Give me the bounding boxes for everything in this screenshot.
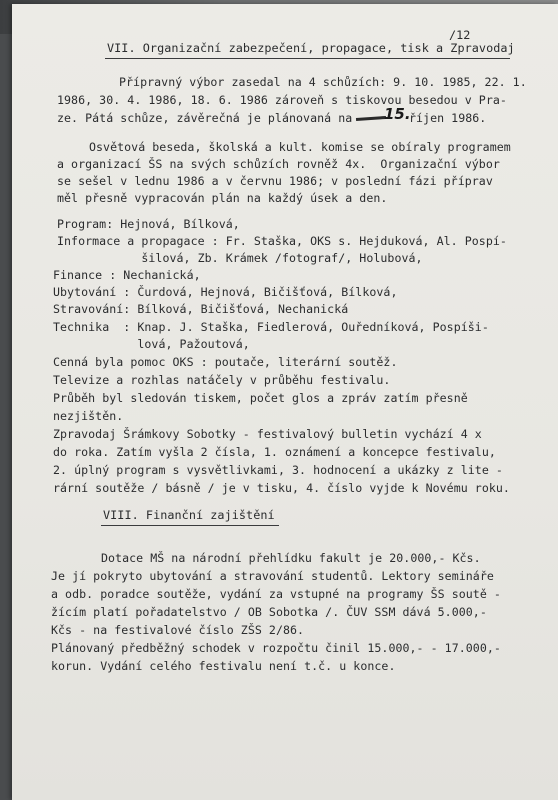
- section-7-underline: [105, 58, 510, 59]
- s8-p1-line-4: žícím platí pořadatelstvo / OB Sobotka /. ČUV SSM dává 5.000,-: [51, 605, 487, 619]
- roles-line-1: Program: Hejnová, Bílková,: [57, 217, 240, 231]
- s8-p1-line-3: a odb. poradce soutěže, vydání za vstupné na programy ŠS soutě -: [51, 587, 501, 601]
- s7-p3-line-7: 2. úplný program s vysvětlivkami, 3. hodnocení a ukázky z lite -: [53, 463, 503, 477]
- s7-p1-line-3: ze. Pátá schůze, závěrečná je plánovaná na: [57, 111, 353, 125]
- roles-line-5: Ubytování : Čurdová, Hejnová, Bičišťová, Bílková,: [53, 285, 398, 299]
- s7-p3-line-3: Průběh byl sledován tiskem, počet glos a zpráv zatím přesně: [53, 391, 468, 405]
- s7-p1-line-1: Přípravný výbor zasedal na 4 schůzích: 9. 10. 1985, 22. 1.: [119, 75, 527, 89]
- s8-p1-line-1: Dotace MŠ na národní přehlídku fakult je 20.000,- Kčs.: [101, 551, 481, 565]
- s7-p2-line-1: Osvětová beseda, školská a kult. komise se obíraly programem: [89, 140, 511, 154]
- s8-p1-line-2: Je jí pokryto ubytování a stravování studentů. Lektory semináře: [51, 569, 494, 583]
- section-8-title: VIII. Finanční zajištění: [103, 508, 275, 522]
- s7-p2-line-3: se sešel v lednu 1986 a v červnu 1986; v poslední fázi příprav: [57, 174, 493, 188]
- roles-line-4: Finance : Nechanická,: [53, 268, 201, 282]
- s7-p3-line-4: nezjištěn.: [53, 409, 124, 423]
- handwritten-correction: 15.: [384, 105, 411, 123]
- roles-line-6: Stravování: Bílková, Bičišťová, Nechanická: [53, 302, 349, 316]
- s7-p2-line-4: měl přesně vypracován plán na každý úsek a den.: [57, 191, 388, 205]
- strikethrough-mark: [356, 116, 386, 121]
- page-number: /12: [449, 28, 471, 42]
- s8-p1-line-5: Kčs - na festivalové číslo ZŠS 2/86.: [51, 623, 305, 637]
- s7-p3-line-8: rární soutěže / básně / je v tisku, 4. číslo vyjde k Novému roku.: [53, 481, 510, 495]
- s7-p3-line-1: Cenná byla pomoc OKS : poutače, literární soutěž.: [53, 355, 398, 369]
- document-page: [12, 4, 558, 800]
- roles-line-2: Informace a propagace : Fr. Staška, OKS s. Hejduková, Al. Pospí-: [57, 234, 507, 248]
- section-8-underline: [101, 525, 279, 526]
- s8-p1-line-6: Plánovaný předběžný schodek v rozpočtu činil 15.000,- - 17.000,-: [51, 641, 501, 655]
- roles-line-7: Technika : Knap. J. Staška, Fiedlerová, Ouředníková, Pospíši-: [53, 320, 489, 334]
- s8-p1-line-7: korun. Vydání celého festivalu není t.č. u konce.: [51, 659, 396, 673]
- roles-line-3: šilová, Zb. Krámek /fotograf/, Holubová,: [57, 251, 423, 265]
- section-7-title: VII. Organizační zabezpečení, propagace, tisk a Zpravodaj: [107, 41, 515, 55]
- s7-p3-line-5: Zpravodaj Šrámkovy Sobotky - festivalový bulletin vychází 4 x: [53, 427, 482, 441]
- roles-line-8: lová, Pažoutová,: [53, 337, 250, 351]
- s7-p2-line-2: a organizací ŠS na svých schůzích rovněž 4x. Organizační výbor: [57, 157, 500, 171]
- s7-p3-line-2: Televize a rozhlas natáčely v průběhu festivalu.: [53, 373, 391, 387]
- s7-p3-line-6: do roka. Zatím vyšla 2 čísla, 1. oznámení a koncepce festivalu,: [53, 445, 496, 459]
- s7-p1-line-3-end: říjen 1986.: [409, 111, 487, 125]
- s7-p1-line-2: 1986, 30. 4. 1986, 18. 6. 1986 zároveň s tiskovou besedou v Pra-: [57, 93, 507, 107]
